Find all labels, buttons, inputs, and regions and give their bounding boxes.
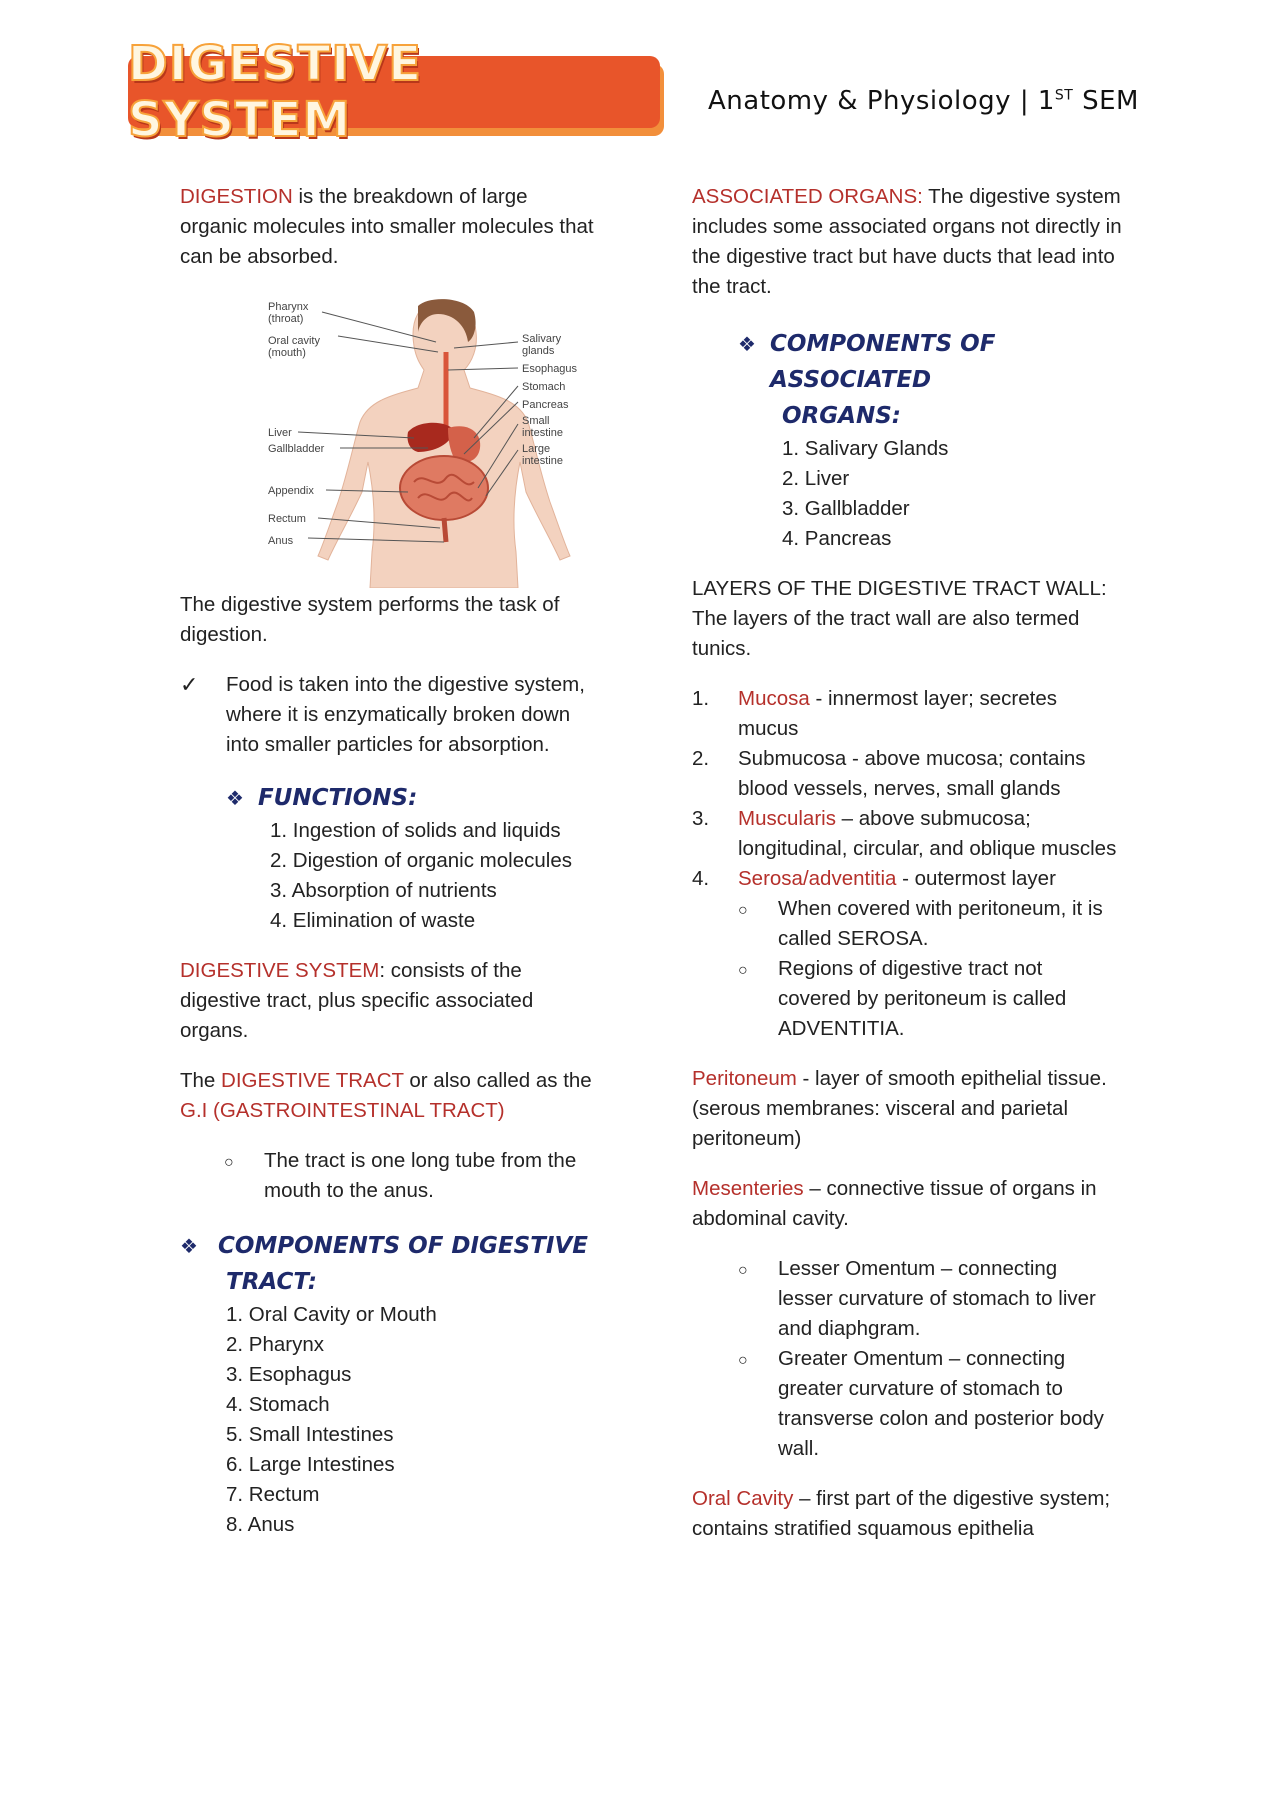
list-item: 2. Pharynx xyxy=(226,1333,324,1356)
anatomy-illustration xyxy=(268,292,620,588)
omentum-item xyxy=(738,1254,1122,1344)
list-item: 4. Stomach xyxy=(226,1393,330,1416)
circle-bullet-icon: ○ xyxy=(738,962,748,979)
list-item: 1. Ingestion of solids and liquids xyxy=(270,819,561,842)
digestion-definition xyxy=(180,182,600,272)
check-text: Food is taken into the digestive system, where it is enzymatically broken down into smaller particles for absorption. xyxy=(226,673,585,756)
list-item: 1. Salivary Glands xyxy=(782,437,949,460)
components-section xyxy=(180,1228,600,1540)
assoc-list xyxy=(782,434,1122,554)
functions-list xyxy=(270,816,600,936)
label-gallbladder: Gallbladder xyxy=(268,443,325,455)
label-small: Small xyxy=(522,415,550,427)
diamond-bullet-icon: ❖ xyxy=(226,786,244,810)
intestines-shape xyxy=(400,456,488,520)
label-salivary: Salivary xyxy=(522,333,562,345)
mesenteries-term: Mesenteries xyxy=(692,1177,804,1200)
digestion-def: is the breakdown of large organic molecules into smaller molecules that can be absorbed. xyxy=(180,185,594,268)
list-item: 3. Gallbladder xyxy=(782,497,910,520)
tube-text: The tract is one long tube from the mouth to the anus. xyxy=(264,1149,577,1202)
task-text: The digestive system performs the task of digestion. xyxy=(180,593,560,646)
list-item: 2. Digestion of organic molecules xyxy=(270,849,572,872)
layer-term: Serosa/adventitia xyxy=(738,867,897,890)
tract-term: DIGESTIVE TRACT xyxy=(221,1069,404,1092)
components-list xyxy=(226,1300,600,1540)
list-item: 8. Anus xyxy=(226,1513,295,1536)
check-item xyxy=(180,670,600,760)
assoc-heading xyxy=(738,326,1122,398)
mesenteries-def: – connective tissue of organs in abdominal cavity. xyxy=(692,1177,1097,1230)
list-item: 3. Absorption of nutrients xyxy=(270,879,497,902)
list-item: 5. Small Intestines xyxy=(226,1423,394,1446)
components-heading-line2 xyxy=(226,1264,600,1300)
course-label xyxy=(708,86,1139,116)
label-esophagus: Esophagus xyxy=(522,363,578,375)
page-title: DIGESTIVE SYSTEM xyxy=(128,36,422,148)
circle-bullet-icon: ○ xyxy=(224,1154,234,1171)
functions-heading-text: FUNCTIONS: xyxy=(257,785,418,811)
layer-term: Muscularis xyxy=(738,807,836,830)
peritoneum-definition xyxy=(692,1064,1122,1154)
label-rectum: Rectum xyxy=(268,513,306,525)
oral-def: – first part of the digestive system; contains stratified squamous epithelia xyxy=(692,1487,1111,1540)
omentum-text: Lesser Omentum – connecting lesser curvature of stomach to liver and diaphgram. xyxy=(778,1257,1096,1340)
digestive-system-definition xyxy=(180,956,600,1046)
list-item: 1. Oral Cavity or Mouth xyxy=(226,1303,437,1326)
layer-term: Mucosa xyxy=(738,687,810,710)
ds-term: DIGESTIVE SYSTEM xyxy=(180,959,380,982)
label-pharynx-sub: (throat) xyxy=(268,313,304,325)
label-appendix: Appendix xyxy=(268,485,314,497)
functions-heading xyxy=(226,780,600,816)
label-liver: Liver xyxy=(268,427,292,439)
layers-list xyxy=(692,684,1122,1044)
layer-def: - outermost layer xyxy=(896,867,1056,890)
digestive-tract-text xyxy=(180,1066,600,1126)
mesenteries-definition xyxy=(692,1174,1122,1234)
course-suffix: SEM xyxy=(1073,86,1139,116)
components-heading-line2-text: TRACT: xyxy=(226,1269,318,1295)
circle-bullet-icon: ○ xyxy=(738,1352,748,1369)
layer-num: 3. xyxy=(692,807,710,830)
right-column xyxy=(692,182,1122,1564)
peritoneum-def: - layer of smooth epithelial tissue. (serous membranes: visceral and parietal peritoneum) xyxy=(692,1067,1107,1150)
title-banner-box xyxy=(128,36,660,148)
label-anus: Anus xyxy=(268,535,294,547)
title-banner xyxy=(128,36,660,148)
omentum-item xyxy=(738,1344,1122,1464)
digestive-system-figure xyxy=(268,292,620,588)
layer-term: Submucosa xyxy=(738,747,847,770)
omentum-text: Greater Omentum – connecting greater curvature of stomach to transverse colon and posterior body wall. xyxy=(778,1347,1104,1460)
tube-bullet xyxy=(224,1146,600,1206)
serosa-sub-item xyxy=(738,954,1122,1044)
course-sup: ST xyxy=(1054,87,1074,104)
serosa-sub-item xyxy=(738,894,1122,954)
layer-num: 4. xyxy=(692,867,710,890)
label-pharynx: Pharynx xyxy=(268,301,309,313)
label-oral-cavity: Oral cavity xyxy=(268,335,320,347)
diamond-bullet-icon: ❖ xyxy=(180,1234,198,1258)
list-item: 4. Pancreas xyxy=(782,527,892,550)
serosa-sub-text: When covered with peritoneum, it is called SEROSA. xyxy=(778,897,1103,950)
layer-item xyxy=(692,804,1122,864)
left-column xyxy=(180,182,600,1540)
layer-def: – above submucosa; longitudinal, circular, and oblique muscles xyxy=(738,807,1117,860)
label-stomach: Stomach xyxy=(522,381,566,393)
layer-num: 2. xyxy=(692,747,710,770)
associated-components-section xyxy=(738,326,1122,554)
layers-text: LAYERS OF THE DIGESTIVE TRACT WALL: The layers of the tract wall are also termed tunics. xyxy=(692,577,1107,660)
associated-organs-definition xyxy=(692,182,1122,302)
check-icon: ✓ xyxy=(180,672,199,697)
assoc-term: ASSOCIATED ORGANS: xyxy=(692,185,923,208)
label-oral-cavity-sub: (mouth) xyxy=(268,347,306,359)
list-item: 4. Elimination of waste xyxy=(270,909,476,932)
layer-item xyxy=(692,744,1122,804)
ds-def: : consists of the digestive tract, plus specific associated organs. xyxy=(180,959,534,1042)
list-item: 6. Large Intestines xyxy=(226,1453,395,1476)
label-large: Large xyxy=(522,443,551,455)
assoc-def: The digestive system includes some associated organs not directly in the digestive tract but have ducts that lead into the tract. xyxy=(692,185,1122,298)
list-item: 7. Rectum xyxy=(226,1483,320,1506)
oral-term: Oral Cavity xyxy=(692,1487,794,1510)
digestion-term: DIGESTION xyxy=(180,185,293,208)
tract-pre: The xyxy=(180,1069,222,1092)
omentum-list xyxy=(738,1254,1122,1464)
assoc-heading-line1: COMPONENTS OF ASSOCIATED xyxy=(769,331,996,393)
assoc-heading-line2-text: ORGANS: xyxy=(782,403,901,429)
layer-item xyxy=(692,684,1122,744)
label-small-sub: intestine xyxy=(522,427,563,439)
peritoneum-term: Peritoneum xyxy=(692,1067,797,1090)
oral-cavity-definition xyxy=(692,1484,1122,1544)
rectum-shape xyxy=(444,518,446,542)
components-heading-line1: COMPONENTS OF DIGESTIVE xyxy=(217,1233,588,1259)
course-prefix: Anatomy & Physiology | 1 xyxy=(708,86,1055,116)
circle-bullet-icon: ○ xyxy=(738,902,748,919)
layer-def: - innermost layer; secretes mucus xyxy=(738,687,1058,740)
components-heading xyxy=(180,1228,600,1264)
serosa-sub-text: Regions of digestive tract not covered by peritoneum is called ADVENTITIA. xyxy=(778,957,1067,1040)
tract-mid: or also called as the xyxy=(403,1069,592,1092)
circle-bullet-icon: ○ xyxy=(738,1262,748,1279)
diamond-bullet-icon: ❖ xyxy=(738,332,756,356)
list-item: 2. Liver xyxy=(782,467,850,490)
layer-def: - above mucosa; contains blood vessels, nerves, small glands xyxy=(738,747,1086,800)
layer-num: 1. xyxy=(692,687,710,710)
label-large-sub: intestine xyxy=(522,455,563,467)
label-salivary-sub: glands xyxy=(522,345,555,357)
tract-term-gi: G.I (GASTROINTESTINAL TRACT) xyxy=(180,1099,505,1122)
list-item: 3. Esophagus xyxy=(226,1363,352,1386)
assoc-heading-line2 xyxy=(782,398,1122,434)
layer-item xyxy=(692,864,1122,894)
functions-section xyxy=(226,780,600,936)
label-pancreas: Pancreas xyxy=(522,399,569,411)
